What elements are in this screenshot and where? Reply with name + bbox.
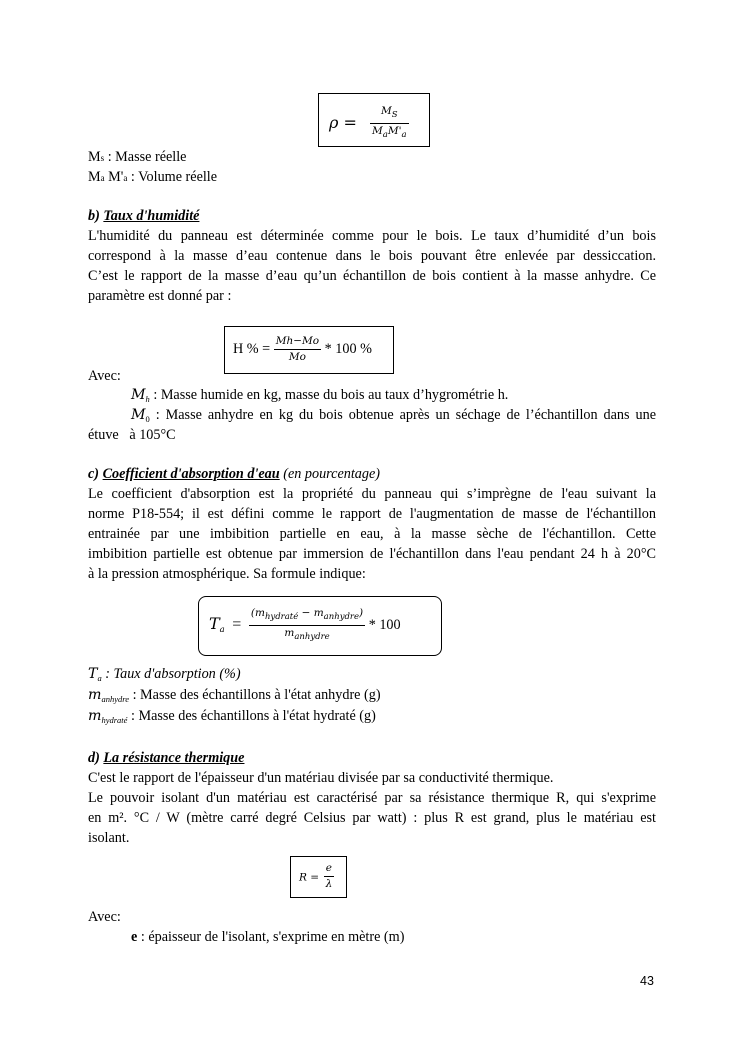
formula-humidity-fraction: $\frac{Mh-Mo}{Mo}$ xyxy=(275,335,320,363)
section-c-para-line: imbibition partielle est obtenue par immersion de l'échantillon dans l'eau pendant 24 h à 20°C xyxy=(88,546,656,562)
section-d-para-line: isolant. xyxy=(88,830,130,846)
formula-absorption: $T_a$ = $\frac{(m_{hydraté} - m_{anhydre})}{m_{anhydre}}$ * 100 xyxy=(209,606,401,645)
page-number: 43 xyxy=(640,974,654,988)
formula-absorption-fraction: $\frac{(m_{hydraté} - m_{anhydre})}{m_{anhydre}}$ xyxy=(249,606,365,645)
formula-absorption-box xyxy=(198,596,442,656)
formula-resistance-fraction: $\frac{e}{\lambda}$ xyxy=(325,862,333,890)
section-b-heading: b) Taux d'humidité xyxy=(88,208,200,224)
formula-rho xyxy=(329,104,409,143)
formula-rho-box xyxy=(318,93,430,147)
def-m0: $M_0$ : Masse anhydre en kg du bois obtenue après un séchage de l’échantillon dans une xyxy=(131,407,656,424)
formula-rho-fraction: $\frac{M_S}{M_aM'_a}$ xyxy=(370,104,409,143)
avec-label-d: Avec: xyxy=(88,909,121,925)
def-m-anhydre: $m_{anhydre}$ : Masse des échantillons à l'état anhydre (g) xyxy=(88,687,381,704)
def-m-hydrate: $m_{hydraté}$ : Masse des échantillons à l'état hydraté (g) xyxy=(88,708,376,725)
def-e: e : épaisseur de l'isolant, s'exprime en mètre (m) xyxy=(131,929,405,945)
section-d-heading: d) La résistance thermique xyxy=(88,750,245,766)
section-c-para-line: entrainée par une imbibition partielle en eau, à la masse sèche de l'échantillon. Cette xyxy=(88,526,656,542)
formula-resistance: R = $\frac{e}{\lambda}$ xyxy=(299,862,333,890)
section-d-para-line: en m². °C / W (mètre carré degré Celsius par watt) : plus R est grand, plus le matériau est xyxy=(88,810,656,826)
section-b-para-line: C’est le rapport de la masse d’eau qu’un échantillon de bois contient à la masse anhydre. Ce xyxy=(88,268,656,284)
def-ms: Ms : Masse réelle xyxy=(88,149,187,165)
formula-humidity: H % = $\frac{Mh-Mo}{Mo}$ * 100 % xyxy=(233,335,372,363)
section-c-para-line: norme P18-554; il est défini comme le rapport de l'augmentation de masse de l'échantillon xyxy=(88,506,656,522)
section-b-para-line: L'humidité du panneau est déterminée comme pour le bois. Le taux d’humidité d’un bois xyxy=(88,228,656,244)
def-ta: $T_a$ : Taux d'absorption (%) xyxy=(88,666,241,683)
section-b-para-line: correspond à la masse d’eau contenue dans le bois pouvant être enlevée par dessiccation. xyxy=(88,248,656,264)
def-volume: Ma M'a : Volume réelle xyxy=(88,169,218,185)
section-c-heading: c) Coefficient d'absorption d'eau (en pourcentage) xyxy=(88,466,380,482)
def-mh: $M_h$ : Masse humide en kg, masse du bois au taux d’hygrométrie h. xyxy=(131,387,509,404)
section-c-para-line: à la pression atmosphérique. Sa formule indique: xyxy=(88,566,366,582)
section-c-para-line: Le coefficient d'absorption est la propriété du panneau qui s’imprègne de l'eau suivant la xyxy=(88,486,656,502)
formula-rho-lhs: ρ = xyxy=(329,113,357,132)
formula-resistance-box xyxy=(290,856,347,898)
section-d-para1: C'est le rapport de l'épaisseur d'un matériau divisée par sa conductivité thermique. xyxy=(88,770,554,786)
def-m0-cont: étuve à 105°C xyxy=(88,427,176,443)
section-d-para-line: Le pouvoir isolant d'un matériau est caractérisé par sa résistance thermique R, qui s'exprime xyxy=(88,790,656,806)
avec-label: Avec: xyxy=(88,368,121,384)
section-b-para-line: paramètre est donné par : xyxy=(88,288,232,304)
